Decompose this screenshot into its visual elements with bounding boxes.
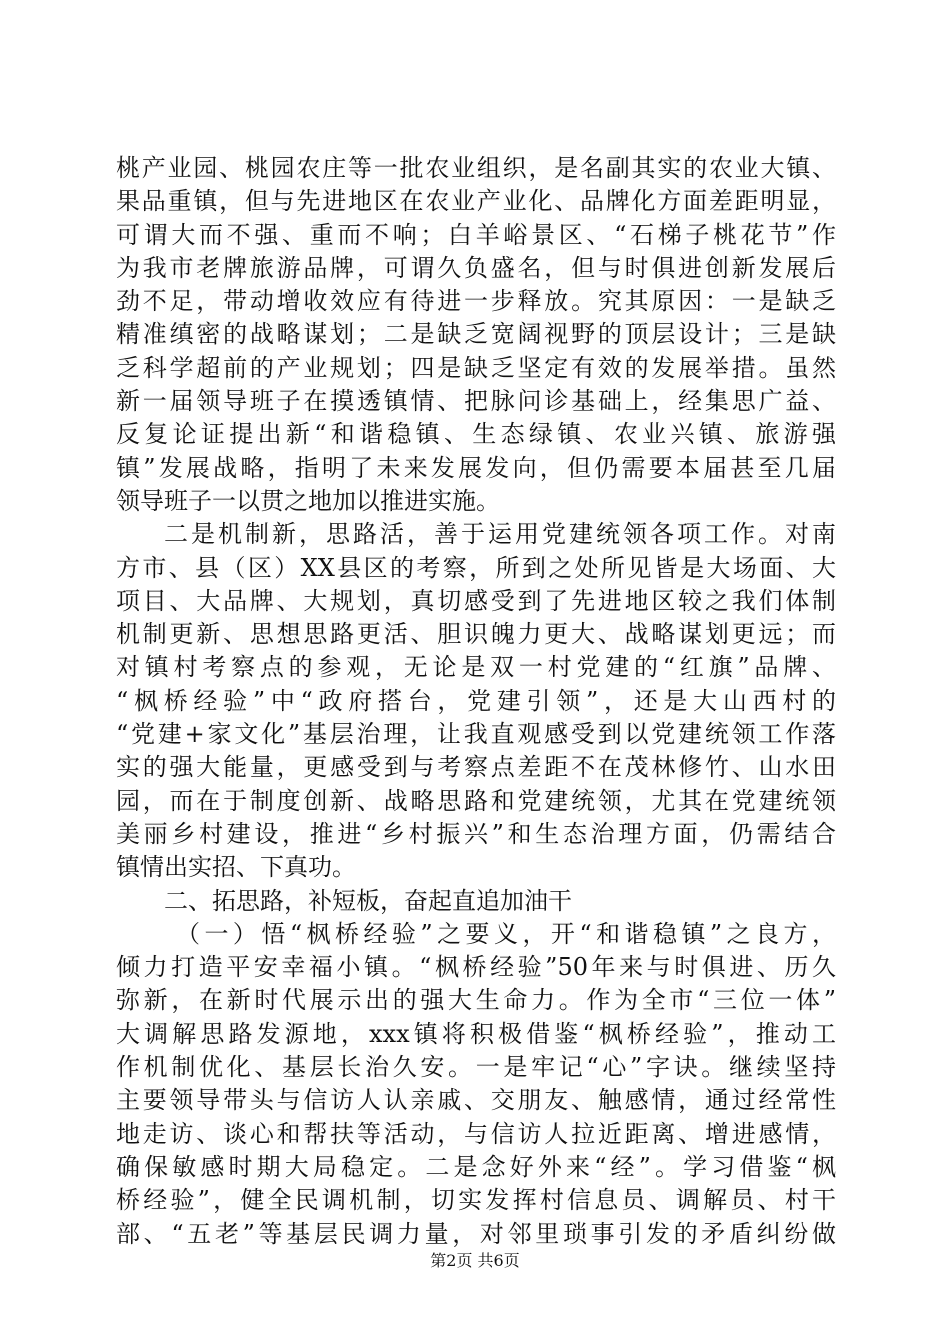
- text-line: 作机制优化、基层长治久安。一是牢记“心”字诀。继续坚持: [116, 1053, 836, 1082]
- text-line: 项目、大品牌、大规划，真切感受到了先进地区较之我们体制: [116, 586, 836, 615]
- text-line: 可谓大而不强、重而不响；白羊峪景区、“石梯子桃花节”作: [116, 220, 836, 249]
- text-line: 反复论证提出新“和谐稳镇、生态绿镇、农业兴镇、旅游强: [116, 420, 836, 449]
- text-line: 大调解思路发源地，xxx镇将积极借鉴“枫桥经验”，推动工: [116, 1019, 836, 1048]
- text-line: “党建+家文化”基层治理，让我直观感受到以党建统领工作落: [116, 720, 836, 749]
- text-line: 确保敏感时期大局稳定。二是念好外来“经”。学习借鉴“枫: [116, 1152, 836, 1181]
- text-line: 主要领导带头与信访人认亲戚、交朋友、触感情，通过经常性: [116, 1086, 836, 1115]
- text-line: 新一届领导班子在摸透镇情、把脉问诊基础上，经集思广益、: [116, 387, 836, 416]
- text-line: 二是机制新，思路活，善于运用党建统领各项工作。对南: [164, 520, 836, 549]
- text-line: 领导班子一以贯之地加以推进实施。: [116, 486, 500, 515]
- text-line: 为我市老牌旅游品牌，可谓久负盛名，但与时俱进创新发展后: [116, 253, 836, 282]
- text-line: 实的强大能量，更感受到与考察点差距不在茂林修竹、山水田: [116, 753, 836, 782]
- text-line: 倾力打造平安幸福小镇。“枫桥经验”50年来与时俱进、历久: [116, 953, 836, 982]
- text-line: 美丽乡村建设，推进“乡村振兴”和生态治理方面，仍需结合: [116, 819, 836, 848]
- document-body: [116, 152, 836, 1251]
- page-number-footer: 第2页 共6页: [430, 1251, 520, 1270]
- text-line: “枫桥经验”中“政府搭台，党建引领”，还是大山西村的: [116, 686, 836, 715]
- text-line: 劲不足，带动增收效应有待进一步释放。究其原因：一是缺乏: [116, 287, 836, 316]
- text-line: 园，而在于制度创新、战略思路和党建统领，尤其在党建统领: [116, 786, 836, 815]
- text-line: 乏科学超前的产业规划；四是缺乏坚定有效的发展举措。虽然: [116, 353, 836, 382]
- text-line: 地走访、谈心和帮扶等活动，与信访人拉近距离、增进感情，: [116, 1119, 836, 1148]
- text-line: 镇”发展战略，指明了未来发展发向，但仍需要本届甚至几届: [116, 453, 836, 482]
- text-line: （一）悟“枫桥经验”之要义，开“和谐稳镇”之良方，: [176, 919, 836, 948]
- text-line: 机制更新、思想思路更活、胆识魄力更大、战略谋划更远；而: [116, 620, 836, 649]
- text-line: 弥新，在新时代展示出的强大生命力。作为全市“三位一体”: [116, 986, 836, 1015]
- text-line: 精准缜密的战略谋划；二是缺乏宽阔视野的顶层设计；三是缺: [116, 320, 836, 349]
- text-line: 桃产业园、桃园农庄等一批农业组织，是名副其实的农业大镇、: [116, 154, 836, 182]
- text-line: 果品重镇，但与先进地区在农业产业化、品牌化方面差距明显，: [116, 187, 836, 216]
- text-line: 方市、县（区）XX县区的考察，所到之处所见皆是大场面、大: [116, 553, 836, 582]
- section-heading: 二、拓思路，补短板，奋起直追加油干: [164, 886, 572, 915]
- text-line: 对镇村考察点的参观，无论是双一村党建的“红旗”品牌、: [116, 653, 836, 682]
- text-line: 部、“五老”等基层民调力量，对邻里琐事引发的矛盾纠纷做: [116, 1219, 836, 1248]
- text-line: 镇情出实招、下真功。: [116, 853, 356, 882]
- text-line: 桥经验”，健全民调机制，切实发挥村信息员、调解员、村干: [116, 1186, 836, 1215]
